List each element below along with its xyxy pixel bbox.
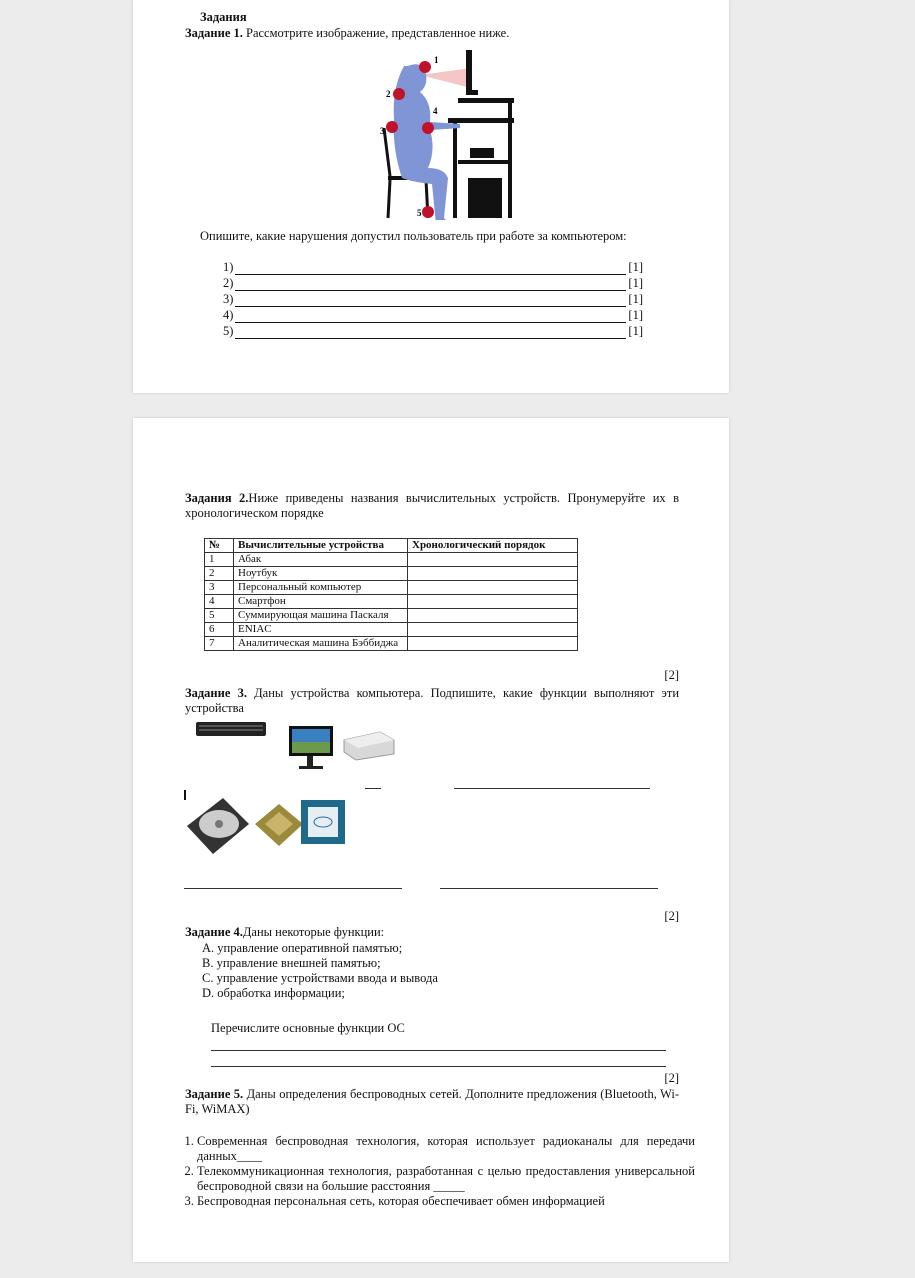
answer-num: 3): [223, 292, 234, 306]
task5-label: Задание 5.: [185, 1087, 244, 1101]
table-row: [205, 567, 578, 581]
definition-item: 1. Современная беспроводная технология, которая использует радиоканалы для передачи данных____: [197, 1134, 695, 1164]
task4-text: Даны некоторые функции:: [242, 925, 385, 939]
order-cell[interactable]: [408, 609, 578, 623]
keyboard-image: [196, 718, 268, 740]
function-item: D. обработка информации;: [202, 986, 345, 1000]
task3-title: [185, 686, 679, 716]
marker-2: 2: [386, 89, 391, 99]
task4-title: [185, 925, 384, 940]
answer-line-4[interactable]: [223, 308, 643, 323]
hard-drive-image: [183, 796, 251, 858]
answer-num: 2): [223, 276, 234, 290]
task3-mark: [2]: [664, 909, 679, 923]
answer-mark: [1]: [628, 276, 643, 290]
posture-illustration: [358, 48, 518, 220]
row-number: 4: [205, 595, 234, 609]
order-cell[interactable]: [408, 581, 578, 595]
table-row: [205, 595, 578, 609]
answer-line-cpu[interactable]: [440, 888, 658, 889]
answer-num: 1): [223, 260, 234, 274]
answer-line-printer-short[interactable]: [365, 788, 381, 789]
task2-title: [185, 491, 679, 521]
task2-label: Задания 2.: [185, 491, 249, 505]
order-cell[interactable]: [408, 637, 578, 651]
task4-list: [202, 941, 438, 1001]
answer-line-os-2[interactable]: [211, 1066, 666, 1067]
row-number: 6: [205, 623, 234, 637]
answer-line-2[interactable]: [223, 276, 643, 291]
col-header-num: №: [205, 539, 234, 553]
table-row: [205, 581, 578, 595]
device-name: Суммирующая машина Паскаля: [234, 609, 408, 623]
device-name: ENIAC: [234, 623, 408, 637]
task4-mark: [2]: [664, 1071, 679, 1085]
row-number: 3: [205, 581, 234, 595]
heading: Задания: [200, 10, 247, 24]
task1-label: Задание 1.: [185, 26, 243, 40]
intel-cpu-image: [299, 798, 347, 846]
answer-num: 4): [223, 308, 234, 322]
task1-text: Рассмотрите изображение, представленное ниже.: [246, 26, 510, 40]
order-cell[interactable]: [408, 623, 578, 637]
answer-line-3[interactable]: [223, 292, 643, 307]
answer-line-5[interactable]: [223, 324, 643, 339]
function-item: A. управление оперативной памятью;: [202, 941, 403, 955]
col-header-order: Хронологический порядок: [408, 539, 578, 553]
task1-title: [185, 26, 509, 41]
table-row: [205, 553, 578, 567]
row-number: 2: [205, 567, 234, 581]
marker-5: 5: [417, 208, 422, 218]
col-header-devices: Вычислительные устройства: [234, 539, 408, 553]
answer-mark: [1]: [628, 324, 643, 338]
definition-item: 2. Телекоммуникационная технология, разработанная с целью предоставления универсальной беспроводной связи на большие расстояния _____: [197, 1164, 695, 1194]
answer-line-1[interactable]: [223, 260, 643, 275]
devices-table: [204, 538, 578, 651]
task3-text: Даны устройства компьютера. Подпишите, какие функции выполняют эти устройства: [185, 686, 680, 715]
marker-3: 3: [380, 126, 385, 136]
cpu-image: [253, 802, 305, 848]
device-name: Аналитическая машина Бэббиджа: [234, 637, 408, 651]
device-name: Смартфон: [234, 595, 408, 609]
answer-mark: [1]: [628, 260, 643, 274]
answer-mark: [1]: [628, 308, 643, 322]
order-cell[interactable]: [408, 595, 578, 609]
task1-question: Опишите, какие нарушения допустил пользователь при работе за компьютером:: [200, 229, 627, 243]
monitor-image: [287, 724, 337, 772]
task5-text: Даны определения беспроводных сетей. Дополните предложения (Bluetooth, Wi-Fi, WiMAX): [185, 1087, 679, 1116]
answer-line-os-1[interactable]: [211, 1050, 666, 1051]
answer-mark: [1]: [628, 292, 643, 306]
row-number: 7: [205, 637, 234, 651]
row-number: 5: [205, 609, 234, 623]
task4-prompt: Перечислите основные функции ОС: [211, 1021, 405, 1035]
task2-text: Ниже приведены названия вычислительных устройств. Пронумеруйте их в хронологическом порядке: [185, 491, 680, 520]
answer-line-hdd[interactable]: [184, 888, 402, 889]
task4-label: Задание 4.: [185, 925, 243, 939]
device-name: Ноутбук: [234, 567, 408, 581]
worksheet-page-1: [133, 0, 729, 393]
printer-image: [340, 726, 396, 762]
order-cell[interactable]: [408, 553, 578, 567]
marker-1: 1: [434, 55, 439, 65]
task5-title: [185, 1087, 679, 1117]
definition-item: 3. Беспроводная персональная сеть, которая обеспечивает обмен информацией: [197, 1194, 695, 1209]
table-row: [205, 623, 578, 637]
task3-label: Задание 3.: [185, 686, 247, 700]
table-row: [205, 609, 578, 623]
answer-line-printer[interactable]: [454, 788, 650, 789]
worksheet-page-2: [133, 418, 729, 1262]
function-item: C. управление устройствами ввода и вывода: [202, 971, 438, 985]
device-name: Абак: [234, 553, 408, 567]
function-item: B. управление внешней памятью;: [202, 956, 381, 970]
row-number: 1: [205, 553, 234, 567]
marker-4: 4: [433, 106, 438, 116]
device-name: Персональный компьютер: [234, 581, 408, 595]
table-row: [205, 637, 578, 651]
order-cell[interactable]: [408, 567, 578, 581]
task2-mark: [2]: [664, 668, 679, 682]
task5-list: [181, 1134, 695, 1209]
answer-num: 5): [223, 324, 234, 338]
